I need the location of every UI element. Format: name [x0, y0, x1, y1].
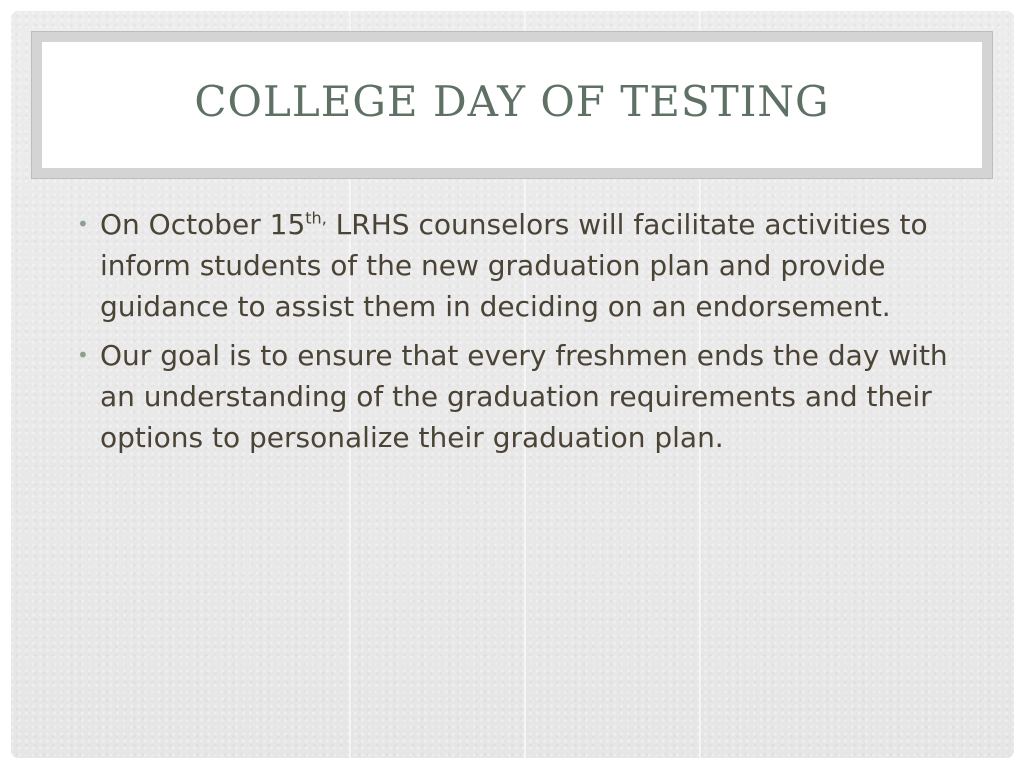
bullet-1-superscript: th,: [305, 208, 327, 228]
bullet-1-text-start: On October 15: [100, 208, 306, 241]
bullet-item-2: [71, 335, 951, 458]
slide: [11, 11, 1014, 758]
bullet-list: [71, 204, 951, 466]
bullet-dot-icon: •: [77, 212, 89, 236]
slide-title: COLLEGE DAY OF TESTING: [194, 76, 830, 126]
bullet-2-text: Our goal is to ensure that every freshmen ends the day with an understanding of the graduation requirements and their options to personalize their graduation plan.: [100, 339, 948, 454]
title-box: [42, 42, 982, 168]
bullet-1-text-end: LRHS counselors will facilitate activities to inform students of the new graduation plan and provide guidance to assist them in deciding on an endorsement.: [100, 208, 928, 323]
bullet-item-1: [71, 204, 951, 327]
title-frame: [31, 31, 993, 179]
bullet-dot-icon: •: [77, 343, 89, 367]
